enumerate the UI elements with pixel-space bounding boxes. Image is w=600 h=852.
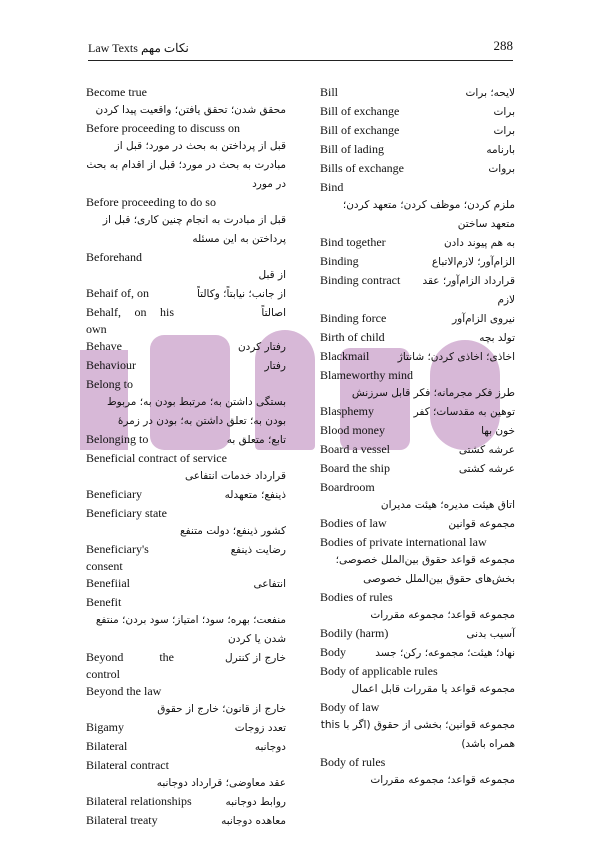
glossary-entry: [320, 253, 515, 272]
persian-definition: توهین به مقدسات؛ کفر: [413, 406, 515, 418]
english-term: Boardroom: [320, 480, 375, 494]
glossary-entry: [320, 479, 515, 515]
english-term: Behaviour: [86, 358, 136, 372]
english-term: Board the ship: [320, 461, 390, 475]
glossary-entry: [86, 357, 286, 376]
english-term: Bind together: [320, 235, 386, 249]
glossary-entry: [320, 272, 515, 310]
glossary-entry: [320, 589, 515, 625]
glossary-entry: [86, 249, 286, 285]
english-term: Blood money: [320, 423, 385, 437]
persian-definition: عرشه کشتی: [458, 444, 515, 456]
glossary-entry: [86, 757, 286, 793]
glossary-entry: [86, 683, 286, 719]
english-term: Belong to: [86, 377, 133, 391]
glossary-entry: [320, 122, 515, 141]
persian-definition: مجموعه قوانین: [448, 518, 515, 530]
english-term: Before proceeding to do so: [86, 195, 216, 209]
english-term: Bill: [320, 85, 339, 99]
persian-definition: نهاد؛ هیئت؛ مجموعه؛ رکن؛ جسد: [375, 647, 515, 659]
glossary-entry: [320, 403, 515, 422]
english-term: Beneficial contract of service: [86, 451, 227, 465]
persian-definition: مجموعه قواعد حقوق بین‌الملل خصوصی؛ بخش‌های حقوق بین‌الملل خصوصی: [335, 554, 515, 585]
english-term: Board a vessel: [320, 442, 390, 456]
persian-definition: محقق شدن؛ تحقق یافتن؛ واقعیت پیدا کردن: [95, 104, 286, 116]
english-term: Beyond the law: [86, 684, 162, 698]
persian-definition: اصالتاً: [261, 307, 286, 319]
glossary-entry: [320, 141, 515, 160]
english-term: Bills of exchange: [320, 161, 404, 175]
persian-definition: برات: [493, 125, 515, 137]
glossary-entry: [320, 234, 515, 253]
glossary-entry: [320, 348, 515, 367]
glossary-entry: [320, 663, 515, 699]
glossary-entry: [320, 367, 515, 403]
glossary-entry: [86, 285, 286, 304]
english-term: Benefiial: [86, 576, 130, 590]
glossary-entry: [86, 738, 286, 757]
english-term: Before proceeding to discuss on: [86, 121, 240, 135]
persian-definition: آسیب بدنی: [466, 628, 515, 640]
persian-definition: تابع؛ متعلق به: [226, 434, 286, 446]
persian-definition: عقد معاوضی؛ قرارداد دوجانبه: [156, 777, 286, 789]
english-term: Bilateral relationships: [86, 794, 192, 808]
persian-definition: مجموعه قوانین؛ بخشی از حقوق (اگر با this همراه باشد): [320, 719, 515, 750]
glossary-entry: [86, 376, 286, 431]
english-term: Bill of exchange: [320, 104, 400, 118]
glossary-entry: [86, 120, 286, 194]
persian-definition: مجموعه قواعد؛ مجموعه مقررات: [370, 774, 515, 786]
persian-definition: مجموعه قواعد یا مقررات قابل اعمال: [351, 683, 515, 695]
english-term: Bodies of rules: [320, 590, 393, 604]
persian-definition: مجموعه قواعد؛ مجموعه مقررات: [370, 609, 515, 621]
english-term: Behave: [86, 339, 122, 353]
persian-definition: قبل از مبادرت به انجام چنین کاری؛ قبل از پرداختن به این مسئله: [102, 214, 286, 245]
persian-definition: نیروی الزام‌آور: [452, 313, 515, 325]
persian-definition: خارج از کنترل: [225, 652, 286, 664]
persian-definition: معاهده دوجانبه: [221, 815, 286, 827]
glossary-entry: [86, 194, 286, 249]
persian-definition: دوجانبه: [254, 741, 286, 753]
persian-definition: به هم پیوند دادن: [443, 237, 515, 249]
english-term: Bind: [320, 180, 344, 194]
english-term: Beyond the control: [86, 650, 174, 681]
glossary-entry: [320, 534, 515, 589]
persian-definition: رفتار کردن: [237, 341, 286, 353]
glossary-entry: [86, 505, 286, 541]
english-term: Beneficiary's consent: [86, 542, 149, 573]
glossary-entry: [86, 486, 286, 505]
english-term: Bodily (harm): [320, 626, 389, 640]
english-term: Bilateral contract: [86, 758, 169, 772]
persian-definition: تولد بچه: [479, 332, 515, 344]
persian-definition: رفتار: [264, 360, 286, 372]
persian-definition: ملزم کردن؛ موظف کردن؛ متعهد کردن؛ متعهد ساختن: [342, 199, 515, 230]
glossary-entry: [320, 84, 515, 103]
glossary-entry: [320, 160, 515, 179]
glossary-entry: [86, 719, 286, 738]
persian-definition: تعدد زوجات: [234, 722, 286, 734]
persian-definition: قرارداد خدمات انتفاعی: [185, 470, 286, 482]
persian-definition: ذینفع؛ متعهدله: [224, 489, 286, 501]
glossary-entry: [320, 644, 515, 663]
glossary-entry: [320, 460, 515, 479]
persian-definition: از جانب؛ نیابتاً؛ وکالتاً: [196, 288, 286, 300]
persian-definition: رضایت ذینفع: [230, 544, 286, 556]
glossary-entry: [320, 179, 515, 234]
english-term: Beneficiary: [86, 487, 142, 501]
english-term: Beforehand: [86, 250, 142, 264]
persian-definition: برات: [493, 106, 515, 118]
glossary-entry: [86, 793, 286, 812]
persian-definition: طرز فکر مجرمانه؛ فکر قابل سرزنش: [351, 387, 515, 399]
persian-definition: خارج از قانون؛ خارج از حقوق: [157, 703, 286, 715]
glossary-entry: [86, 450, 286, 486]
persian-definition: اخاذی؛ اخاذی کردن؛ شانتاژ: [397, 351, 515, 363]
glossary-entry: [320, 754, 515, 790]
persian-definition: لایحه؛ برات: [465, 87, 515, 99]
english-term: Birth of child: [320, 330, 385, 344]
glossary-entry: [320, 422, 515, 441]
glossary-entry: [86, 84, 286, 120]
persian-definition: منفعت؛ بهره؛ سود؛ امتیاز؛ سود بردن؛ منتفع شدن یا کردن: [95, 614, 286, 645]
glossary-entry: [320, 515, 515, 534]
glossary-entry: [320, 103, 515, 122]
english-term: Binding: [320, 254, 359, 268]
page-number: 288: [493, 38, 513, 53]
running-title: Law Texts نکات مهم: [88, 41, 189, 55]
glossary-entry: [86, 649, 286, 683]
glossary-entry: [86, 304, 286, 338]
persian-definition: قرارداد الزام‌آور؛ عقد لازم: [422, 275, 515, 306]
english-term: Binding force: [320, 311, 387, 325]
english-term: Bilateral: [86, 739, 128, 753]
english-term: Benefit: [86, 595, 122, 609]
right-column: [320, 84, 515, 790]
persian-definition: خون بها: [481, 425, 515, 437]
persian-definition: الزام‌آور؛ لازم‌الاتباع: [431, 256, 515, 268]
persian-definition: انتفاعی: [253, 578, 286, 590]
glossary-entry: [320, 625, 515, 644]
persian-definition: بستگی داشتن به؛ مرتبط بودن به؛ مربوط بودن به؛ تعلق داشتن به؛ بودن در زمرهٔ: [106, 396, 286, 427]
english-term: Body of law: [320, 700, 380, 714]
glossary-entry: [86, 338, 286, 357]
persian-definition: بروات: [488, 163, 515, 175]
glossary-entry: [86, 812, 286, 831]
persian-definition: بارنامه: [486, 144, 515, 156]
english-term: Bilateral treaty: [86, 813, 158, 827]
english-term: Belonging to: [86, 432, 149, 446]
english-term: Body: [320, 645, 347, 659]
english-term: Become true: [86, 85, 147, 99]
english-term: Blackmail: [320, 349, 370, 363]
left-column: [86, 84, 286, 831]
english-term: Binding contract: [320, 273, 401, 287]
glossary-entry: [86, 575, 286, 594]
glossary-entry: [320, 441, 515, 460]
glossary-entry: [86, 431, 286, 450]
page-header: [88, 38, 513, 61]
glossary-entry: [320, 310, 515, 329]
glossary-entry: [86, 594, 286, 649]
glossary-entry: [320, 699, 515, 754]
english-term: Bill of lading: [320, 142, 384, 156]
persian-definition: از قبل: [258, 269, 286, 281]
english-term: Bigamy: [86, 720, 124, 734]
persian-definition: کشور ذینفع؛ دولت متنفع: [180, 525, 286, 537]
glossary-entry: [320, 329, 515, 348]
english-term: Behalf, on his own: [86, 305, 174, 336]
persian-definition: روابط دوجانبه: [225, 796, 286, 808]
english-term: Body of applicable rules: [320, 664, 438, 678]
english-term: Bodies of private international law: [320, 535, 487, 549]
english-term: Bodies of law: [320, 516, 387, 530]
glossary-entry: [86, 541, 286, 575]
persian-definition: اتاق هیئت مدیره؛ هیئت مدیران: [380, 499, 515, 511]
english-term: Body of rules: [320, 755, 386, 769]
english-term: Blasphemy: [320, 404, 374, 418]
persian-definition: عرشه کشتی: [458, 463, 515, 475]
english-term: Bill of exchange: [320, 123, 400, 137]
english-term: Behaif of, on: [86, 286, 149, 300]
english-term: Beneficiary state: [86, 506, 167, 520]
english-term: Blameworthy mind: [320, 368, 413, 382]
persian-definition: قبل از پرداختن به بحث در مورد؛ قبل از مبادرت به بحث در مورد؛ قبل از اقدام به بحث در مورد: [86, 140, 286, 190]
